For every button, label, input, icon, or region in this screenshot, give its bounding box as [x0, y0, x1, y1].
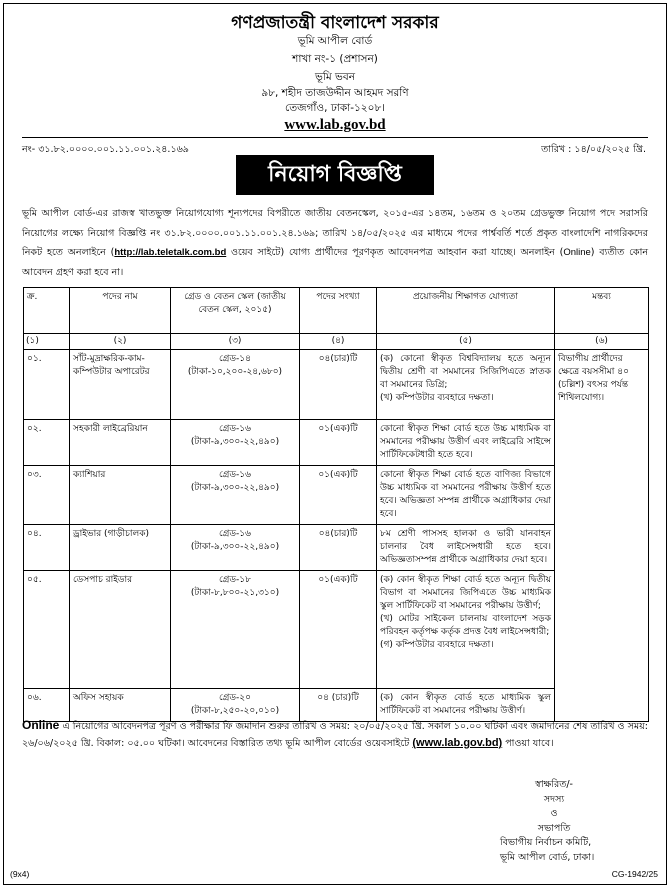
row-serial: ০৫.: [24, 571, 70, 689]
online-word: Online: [22, 718, 60, 732]
online-application-note: [22, 717, 648, 752]
vacancy-table: [23, 287, 649, 722]
row-qualification: কোনো স্বীকৃত শিক্ষা বোর্ড হতে বাণিজ্য বিভাগে উচ্চ মাধ্যমিক বা সমমানের পরীক্ষায় উত্তীর্ণ হতে হবে। অভিজ্ঞতা সম্পন্ন প্রার্থীকে অগ্রাধিকার দেয়া হবে।: [377, 466, 555, 525]
website-link[interactable]: (www.lab.gov.bd): [412, 737, 503, 749]
row-qualification: ৮ম শ্রেণী পাসসহ হালকা ও ভারী যানবাহন চালনার বৈধ লাইসেন্সধারী হতে হবে। অভিজ্ঞতাসম্পন্ন প্রার্থীকে অগ্রাধিকার দেয়া হবে।: [377, 525, 555, 571]
row-post-name: সাঁট-মুদ্রাক্ষরিক-কাম-কম্পিউটার অপারেটর: [70, 350, 171, 420]
signature-office: ভূমি আপীল বোর্ড, ঢাকা।: [500, 851, 595, 863]
grade-label: গ্রেড-১৬: [219, 470, 251, 480]
pay-scale: (টাকা-৯,৩০০-২২,৪৯০): [190, 437, 280, 447]
row-serial: ০৩.: [24, 466, 70, 525]
committee-name: বিভাগীয় নির্বাচন কমিটি,: [500, 837, 592, 849]
cg-code: CG-1942/25: [611, 869, 658, 879]
column-number-row: [24, 334, 649, 350]
row-post-count: ০৪ (চার)টি: [300, 689, 377, 722]
row-post-name: সহকারী লাইব্রেরিয়ান: [70, 420, 171, 466]
header-divider: [22, 137, 648, 138]
notice-title: নিয়োগ বিজ্ঞপ্তি: [236, 155, 434, 195]
row-post-count: ০১(এক)টি: [300, 420, 377, 466]
col-number: (৫): [377, 334, 555, 350]
memo-date: তারিখ : ১৪/০৫/২০২৫ খ্রি.: [541, 144, 646, 155]
online-note-text: এ নিয়োগের আবেদনপত্র পূরণ ও পরীক্ষার ফি জমাদান শুরুর তারিখ ও সময়: ২০/০৫/২০২৫ খ্রি. সকাল ১০.০০ ঘটিকা এবং জমাদানের শেষ তারিখ ও সময়: ২৬/০৬/২০২৫ খ্রি. বিকাল: ০৫.০০ ঘটিকা। আবেদনের বিস্তারিত তথ্য ভূমি আপীল বোর্ডের ওয়েবসাইটে: [22, 721, 648, 749]
signed-mark: স্বাক্ষরিত/-: [535, 779, 573, 790]
row-post-name: ক্যাশিয়ার: [70, 466, 171, 525]
row-serial: ০১.: [24, 350, 70, 420]
row-post-count: ০১(এক)টি: [300, 571, 377, 689]
row-qualification: (ক) কোন স্বীকৃত শিক্ষা বোর্ড হতে অন্যূন দ্বিতীয় বিভাগ বা সমমানের জিপিএতে উচ্চ মাধ্যমিক স্কুল সার্টিফিকেট বা সমমানের পরীক্ষায় উত্তীর্ণ; (খ) মোটর সাইকেল চালনায় বাংলাদেশ সড়ক পরিবহন কর্তৃপক্ষ কর্তৃক প্রদত্ত বৈধ লাইসেন্সধারী; (গ) কম্পিউটার ব্যবহারে দক্ষতা।: [377, 571, 555, 689]
row-grade: [171, 466, 300, 525]
row-post-name: ড্রাইভার (গাড়ীচালক): [70, 525, 171, 571]
row-post-name: অফিস সহায়ক: [70, 689, 171, 722]
intro-text-3: ) ব্যতীত কোন আবেদন গ্রহণ করা হবে না।: [22, 247, 648, 278]
grade-label: গ্রেড-১৬: [219, 529, 251, 539]
row-post-count: ০১(এক)টি: [300, 466, 377, 525]
row-serial: ০২.: [24, 420, 70, 466]
intro-paragraph: [22, 204, 648, 282]
row-qualification: (ক) কোন স্বীকৃত বোর্ড হতে মাধ্যমিক স্কুল সার্টিফিকেট বা সমমানের পরীক্ষায় উত্তীর্ণ।: [377, 689, 555, 722]
office-name: ভূমি আপীল বোর্ড: [297, 35, 373, 47]
row-serial: ০৪.: [24, 525, 70, 571]
table-row: [24, 350, 649, 420]
row-grade: [171, 350, 300, 420]
pay-scale: (টাকা-৮,২৫০-২০,০১০): [190, 706, 280, 716]
address-line-1: ৯৮, শহীদ তাজউদ্দীন আহমদ সরণি: [261, 87, 409, 99]
pay-scale: (টাকা-১০,২০০-২৪,৬৮০): [187, 367, 283, 377]
branch-name: শাখা নং-১ (প্রশাসন): [292, 53, 378, 65]
row-post-name: ডেসপাচ রাইডার: [70, 571, 171, 689]
row-qualification: (ক) কোনো স্বীকৃত বিশ্ববিদ্যালয় হতে অন্যূন দ্বিতীয় শ্রেণী বা সমমানের সিজিপিএতে স্নাতক বা সমমানের ডিগ্রি; (খ) কম্পিউটার ব্যবহারে দক্ষতা।: [377, 350, 555, 420]
header-website-link[interactable]: www.lab.gov.bd: [284, 117, 386, 133]
pay-scale: (টাকা-৯,৩০০-২২,৪৯০): [190, 483, 280, 493]
col-number: (২): [70, 334, 171, 350]
government-title: গণপ্রজাতন্ত্রী বাংলাদেশ সরকার: [231, 13, 439, 33]
row-post-count: ০৪(চার)টি: [300, 350, 377, 420]
header-website: [0, 117, 670, 134]
grade-label: গ্রেড-১৪: [219, 354, 251, 364]
signature-block: [478, 778, 668, 866]
intro-text-1: ভূমি আপীল বোর্ড-এর রাজস্ব খাতভুক্ত নিয়োগযোগ্য শূন্যপদের বিপরীতে জাতীয় বেতনস্কেল, ২০১৫-এর ১৪তম, ১৬তম ও ২০তম গ্রেডভুক্ত নিয়োগ পদে সরাসরি নিয়োগের লক্ষ্যে নিয়োগ বিজ্ঞপ্তি নং ৩১.৮২.০০০০.০০১.১১.০০১.২৪.১৬৯; তারিখ ১৪/০৫/২০২৫ এর মাধ্যমে পদের পার্শ্ববর্তি শর্তে প্রকৃত বাংলাদেশি নাগরিকদের নিকট হতে অনলাইনে (: [22, 208, 648, 258]
signatory-and: ও: [550, 808, 558, 820]
header-qualification: প্রয়োজনীয় শিক্ষাগত যোগ্যতা: [377, 288, 555, 334]
size-code: (9x4): [10, 869, 30, 879]
header-grade: গ্রেড ও বেতন স্কেল (জাতীয় বেতন স্কেল, ২০১৫): [171, 288, 300, 334]
grade-label: গ্রেড-২০: [219, 693, 251, 703]
col-number: (১): [24, 334, 70, 350]
address-line-2: তেজগাঁও, ঢাকা-১২০৮।: [284, 102, 386, 114]
row-serial: ০৬.: [24, 689, 70, 722]
teletalk-link[interactable]: http://lab.teletalk.com.bd: [114, 247, 227, 258]
row-qualification: কোনো স্বীকৃত শিক্ষা বোর্ড হতে উচ্চ মাধ্যমিক বা সমমানের পরীক্ষায় উত্তীর্ণ এবং লাইব্রেরি সাইন্সে সার্টিফিকেটধারী হতে হবে।: [377, 420, 555, 466]
col-number: (৪): [300, 334, 377, 350]
signatory-chairman: সভাপতি: [537, 822, 571, 834]
header-remark: মন্তব্য: [555, 288, 649, 334]
building-name: ভূমি ভবন: [315, 71, 355, 83]
header-serial: ক্র.: [24, 288, 70, 334]
grade-label: গ্রেড-১৬: [219, 424, 251, 434]
header-post-count: পদের সংখ্যা: [300, 288, 377, 334]
memo-number: নং- ৩১.৮২.০০০০.০০১.১১.০০১.২৪.১৬৯: [22, 144, 189, 155]
pay-scale: (টাকা-৯,৩০০-২২,৪৯০): [190, 542, 280, 552]
pay-scale: (টাকা-৮,৮০০-২১,৩১০): [190, 588, 280, 598]
row-grade: [171, 525, 300, 571]
row-grade: [171, 420, 300, 466]
remark-cell: বিভাগীয় প্রার্থীদের ক্ষেত্রে বয়সসীমা ৪০ (চল্লিশ) বৎসর পর্যন্ত শিথিলযোগ্য।: [555, 350, 649, 722]
table-header-row: [24, 288, 649, 334]
grade-label: গ্রেড-১৮: [219, 575, 251, 585]
intro-online-word: Online: [563, 247, 591, 258]
online-note-end: পাওয়া যাবে।: [502, 738, 554, 749]
row-grade: [171, 571, 300, 689]
col-number: (৩): [171, 334, 300, 350]
col-number: (৬): [555, 334, 649, 350]
row-post-count: ০৪(চার)টি: [300, 525, 377, 571]
header-post-name: পদের নাম: [70, 288, 171, 334]
signatory-member: সদস্য: [543, 793, 565, 805]
intro-text-2: ওয়েব সাইটে) যোগ্য প্রার্থীদের পূরণকৃত আবেদনপত্র আহবান করা যাচ্ছে। অনলাইন (: [226, 247, 564, 258]
